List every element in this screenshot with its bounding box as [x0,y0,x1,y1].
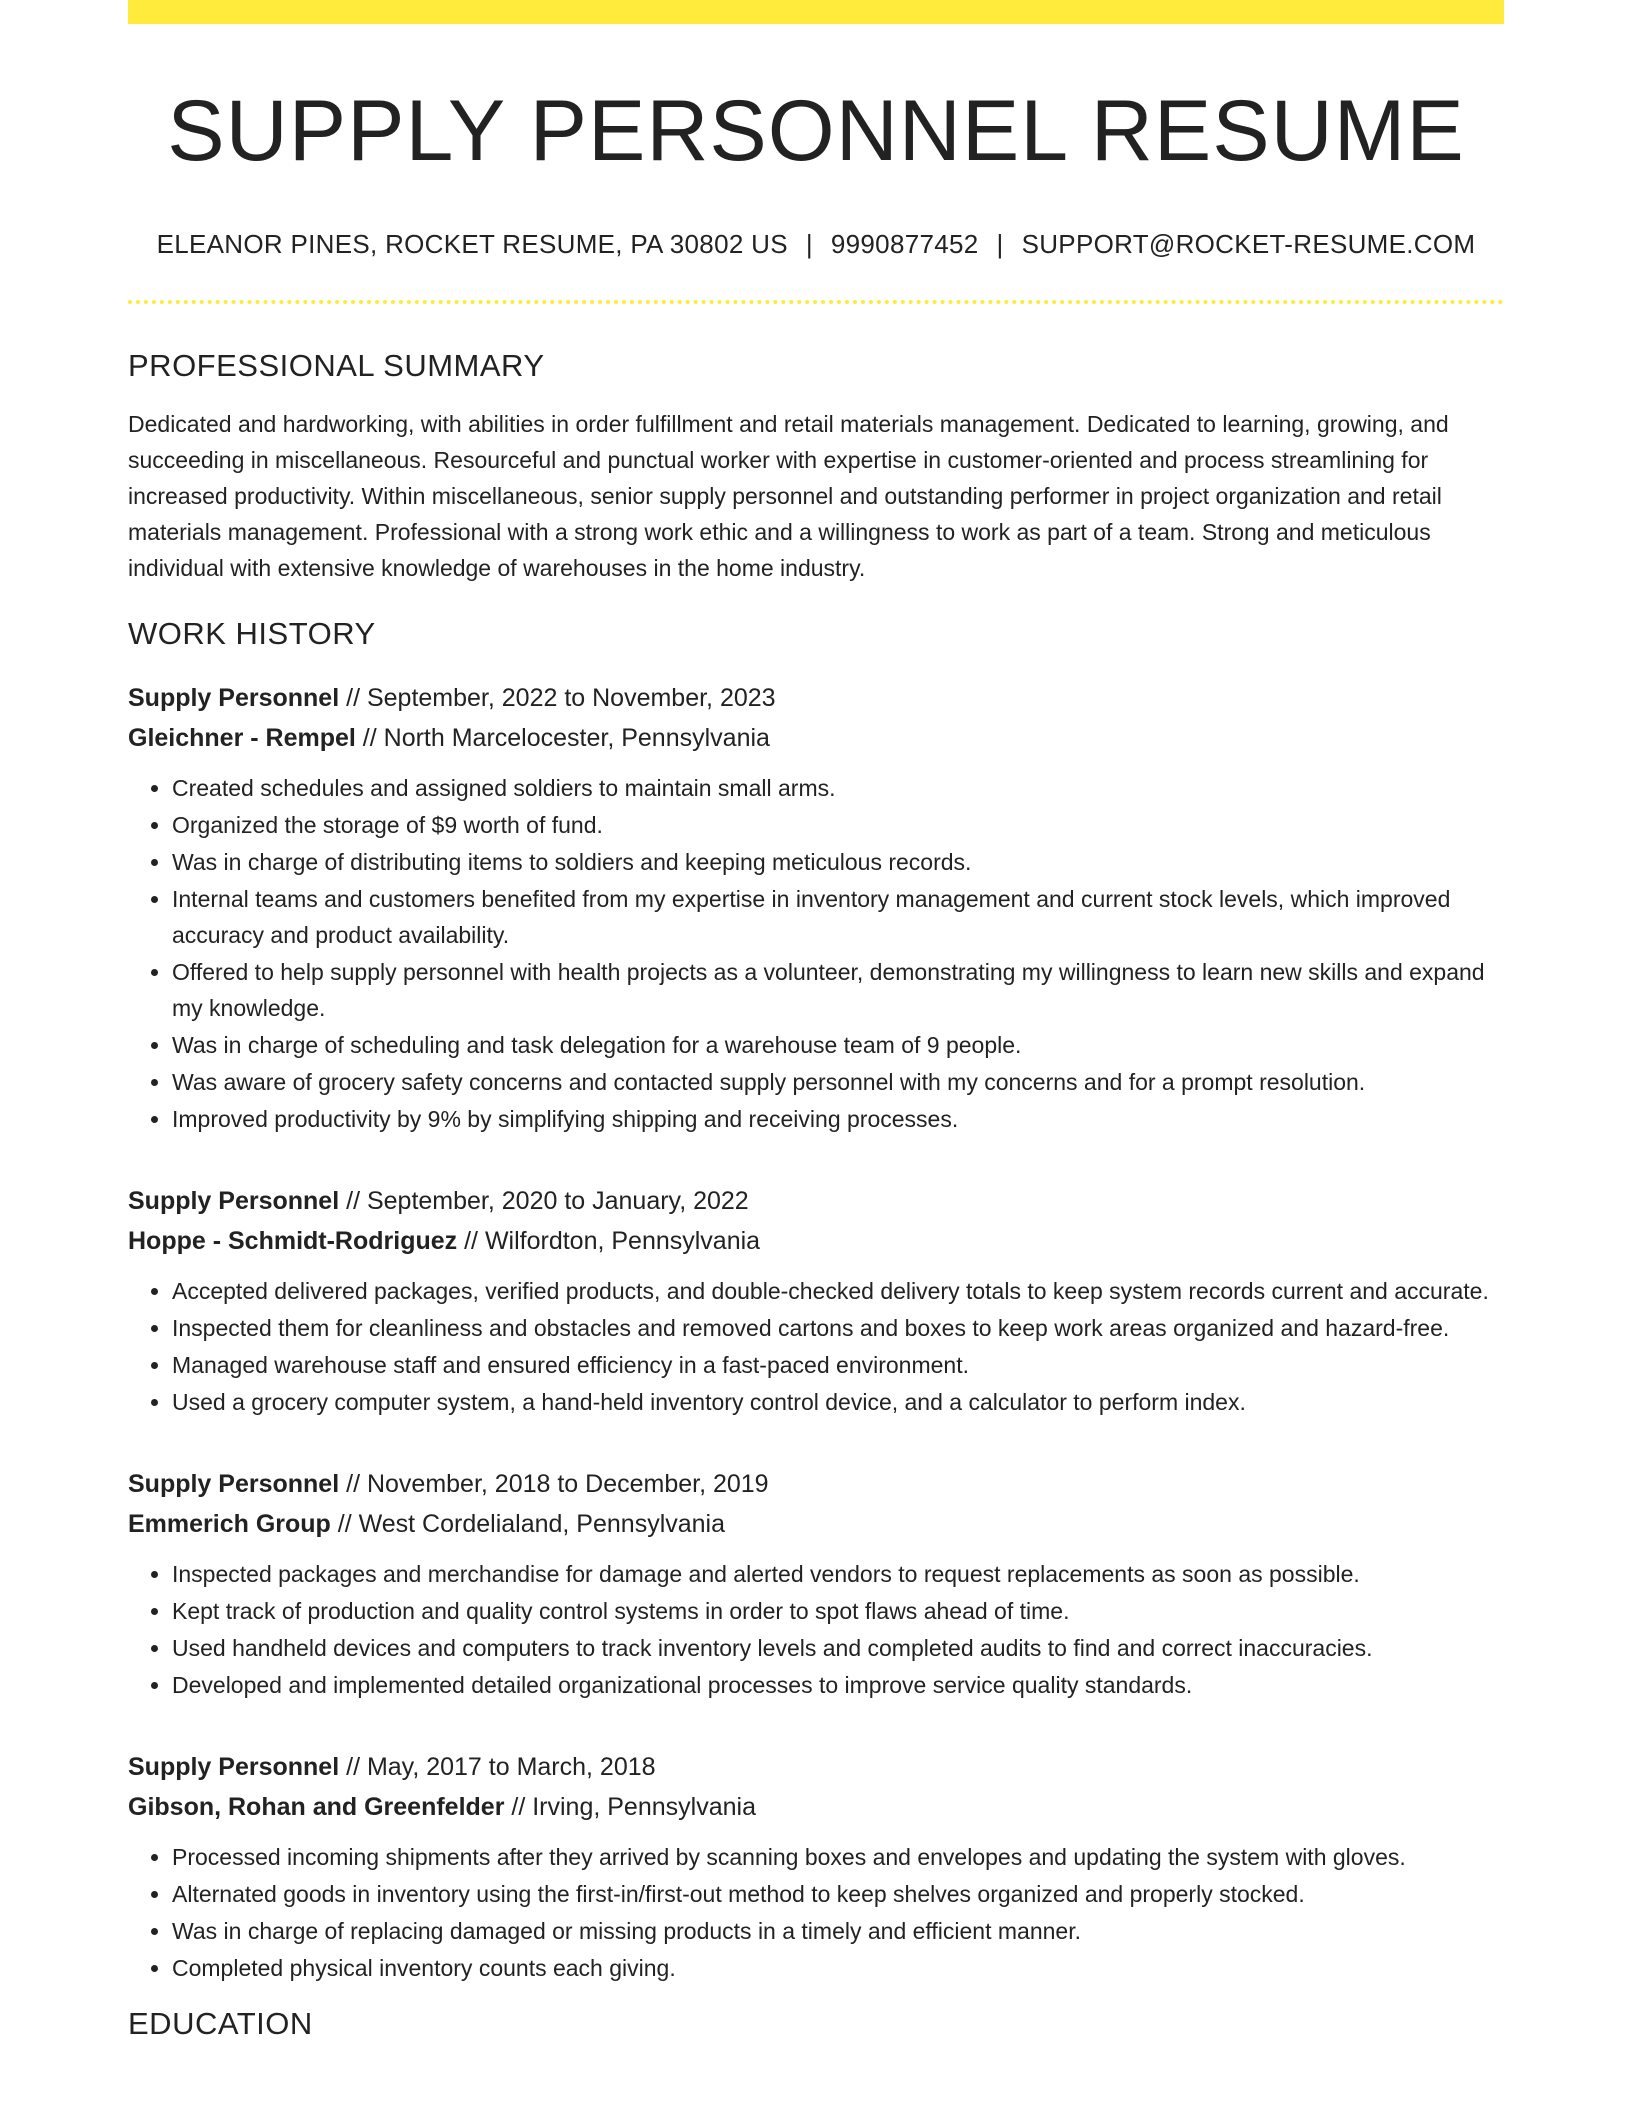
job-bullet-item: • Used handheld devices and computers to track inventory levels and completed audits to find and correct inaccuracies. [172,1630,1504,1666]
job-entry [128,1181,1504,1420]
job-bullet-item: • Completed physical inventory counts each giving. [172,1950,1504,1986]
job-title: Supply Personnel [128,1752,340,1781]
job-dates: // November, 2018 to December, 2019 [339,1469,769,1498]
job-company: Gleichner - Rempel [128,723,356,752]
contact-phone: 9990877452 [830,228,979,259]
job-company-line [128,718,1504,758]
job-dates: // September, 2020 to January, 2022 [339,1186,749,1215]
job-title-line [128,1181,1504,1221]
job-bullets [128,1273,1504,1420]
contact-separator: | [805,228,813,259]
job-entry [128,1464,1504,1703]
job-company: Emmerich Group [128,1509,331,1538]
job-bullets [128,1556,1504,1703]
job-company: Hoppe - Schmidt-Rodriguez [128,1226,458,1255]
job-bullets [128,1839,1504,1986]
contact-address: ELEANOR PINES, ROCKET RESUME, PA 30802 US [156,228,788,259]
job-bullet-item: • Improved productivity by 9% by simplifying shipping and receiving processes. [172,1101,1504,1137]
job-location: // Irving, Pennsylvania [504,1792,756,1821]
dotted-divider [128,300,1504,304]
job-bullets [128,770,1504,1137]
job-title: Supply Personnel [128,1186,340,1215]
job-bullet-item: • Kept track of production and quality control systems in order to spot flaws ahead of time. [172,1593,1504,1629]
summary-heading: PROFESSIONAL SUMMARY [128,347,545,383]
accent-top-bar [128,0,1504,24]
job-location: // Wilfordton, Pennsylvania [457,1226,761,1255]
job-bullet-item: • Offered to help supply personnel with health projects as a volunteer, demonstrating my willingness to learn new skills and expand my knowledge. [172,954,1504,1026]
job-entry [128,1747,1504,1986]
job-bullet-item: • Inspected them for cleanliness and obstacles and removed cartons and boxes to keep work areas organized and hazard-free. [172,1310,1504,1346]
job-bullet-item: • Accepted delivered packages, verified products, and double-checked delivery totals to keep system records current and accurate. [172,1273,1504,1309]
work-history-list [128,678,1504,1986]
job-location: // North Marcelocester, Pennsylvania [355,723,770,752]
job-bullet-item: • Managed warehouse staff and ensured efficiency in a fast-paced environment. [172,1347,1504,1383]
job-dates: // September, 2022 to November, 2023 [339,683,776,712]
job-company-line [128,1504,1504,1544]
education-heading: EDUCATION [128,2005,313,2041]
contact-line [128,229,1504,260]
job-bullet-item: • Developed and implemented detailed organizational processes to improve service quality standards. [172,1667,1504,1703]
job-bullet-item: • Was in charge of distributing items to soldiers and keeping meticulous records. [172,844,1504,880]
summary-text: Dedicated and hardworking, with abilities in order fulfillment and retail materials management. Dedicated to learning, growing, and succeeding in miscellaneous. Resourceful and punctual worker with expertise in customer-oriented and process streamlining for increased productivity. Within miscellaneous, senior supply personnel and outstanding performer in project organization and retail materials management. Professional with a strong work ethic and a willingness to work as part of a team. Strong and meticulous individual with extensive knowledge of warehouses in the home industry. [128,410,1449,581]
job-title-line [128,1464,1504,1504]
job-bullet-item: • Alternated goods in inventory using the first-in/first-out method to keep shelves organized and properly stocked. [172,1876,1504,1912]
resume-page [128,0,1504,2042]
job-bullet-item: • Used a grocery computer system, a hand-held inventory control device, and a calculator to perform index. [172,1384,1504,1420]
job-bullet-item: • Organized the storage of $9 worth of fund. [172,807,1504,843]
job-company-line [128,1221,1504,1261]
work-history-heading: WORK HISTORY [128,615,376,651]
job-entry [128,678,1504,1137]
job-title: Supply Personnel [128,683,340,712]
job-bullet-item: • Was in charge of scheduling and task delegation for a warehouse team of 9 people. [172,1027,1504,1063]
job-title-line [128,678,1504,718]
job-title: Supply Personnel [128,1469,340,1498]
job-dates: // May, 2017 to March, 2018 [339,1752,656,1781]
contact-email: SUPPORT@ROCKET-RESUME.COM [1021,228,1476,259]
job-bullet-item: • Internal teams and customers benefited from my expertise in inventory management and current stock levels, which improved accuracy and product availability. [172,881,1504,953]
job-company: Gibson, Rohan and Greenfelder [128,1792,505,1821]
job-bullet-item: • Inspected packages and merchandise for damage and alerted vendors to request replacements as soon as possible. [172,1556,1504,1592]
resume-title: SUPPLY PERSONNEL RESUME [167,83,1465,179]
job-bullet-item: • Was aware of grocery safety concerns and contacted supply personnel with my concerns and for a prompt resolution. [172,1064,1504,1100]
contact-separator: | [996,228,1004,259]
job-bullet-item: • Was in charge of replacing damaged or missing products in a timely and efficient manner. [172,1913,1504,1949]
job-bullet-item: • Created schedules and assigned soldiers to maintain small arms. [172,770,1504,806]
job-location: // West Cordelialand, Pennsylvania [330,1509,726,1538]
job-bullet-item: • Processed incoming shipments after they arrived by scanning boxes and envelopes and updating the system with gloves. [172,1839,1504,1875]
job-title-line [128,1747,1504,1787]
job-company-line [128,1787,1504,1827]
